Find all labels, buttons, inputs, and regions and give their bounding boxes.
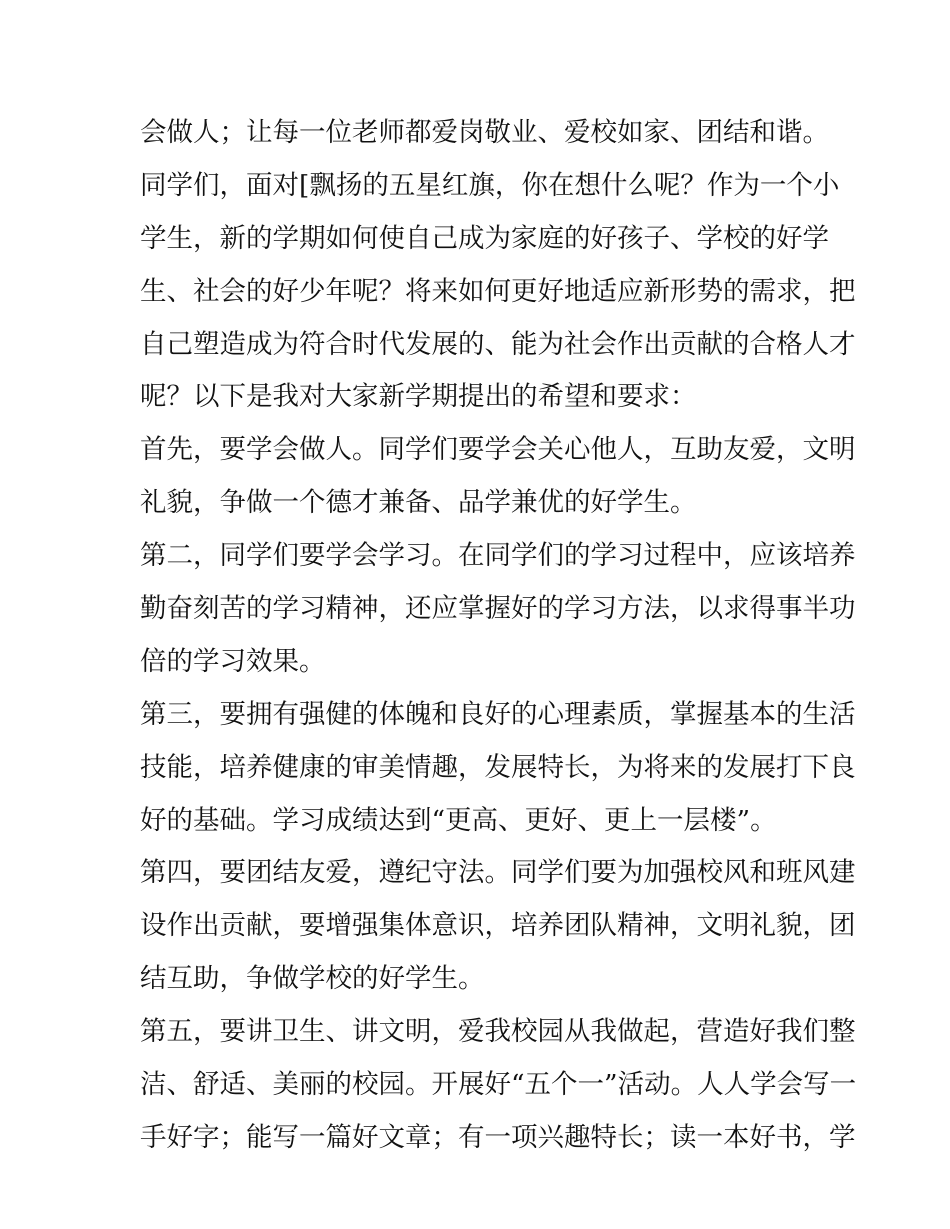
text-line: 技能，培养健康的审美情趣，发展特长，为将来的发展打下良 (140, 751, 856, 783)
text-line: 好的基础。学习成绩达到“更高、更好、更上一层楼”。 (140, 804, 777, 836)
text-line: 洁、舒适、美丽的校园。开展好“五个一”活动。人人学会写一 (140, 1069, 857, 1101)
text-line: 学生，新的学期如何使自己成为家庭的好孩子、学校的好学 (140, 222, 829, 254)
text-line: 结互助，争做学校的好学生。 (140, 963, 485, 995)
text-line: 生、社会的好少年呢？将来如何更好地适应新形势的需求，把 (140, 275, 856, 307)
text-line: 设作出贡献，要增强集体意识，培养团队精神，文明礼貌，团 (140, 910, 856, 942)
document-body (140, 110, 857, 1168)
text-line: 第五，要讲卫生、讲文明，爱我校园从我做起，营造好我们整 (140, 1016, 856, 1048)
text-line: 呢？以下是我对大家新学期提出的希望和要求： (140, 381, 697, 413)
text-line: 自己塑造成为符合时代发展的、能为社会作出贡献的合格人才 (140, 328, 856, 360)
text-line: 第三，要拥有强健的体魄和良好的心理素质，掌握基本的生活 (140, 698, 856, 730)
text-line: 第四，要团结友爱，遵纪守法。同学们要为加强校风和班风建 (140, 857, 856, 889)
text-line: 首先，要学会做人。同学们要学会关心他人，互助友爱，文明 (140, 434, 856, 466)
text-line: 手好字；能写一篇好文章；有一项兴趣特长；读一本好书，学 (140, 1121, 856, 1153)
text-line: 礼貌，争做一个德才兼备、品学兼优的好学生。 (140, 487, 697, 519)
text-line: 第二，同学们要学会学习。在同学们的学习过程中，应该培养 (140, 540, 856, 572)
text-line: 倍的学习效果。 (140, 645, 326, 677)
text-line: 勤奋刻苦的学习精神，还应掌握好的学习方法，以求得事半功 (140, 593, 856, 625)
text-line: 会做人；让每一位老师都爱岗敬业、爱校如家、团结和谐。 (140, 117, 829, 148)
text-line: 同学们，面对[飘扬的五星红旗，你在想什么呢？作为一个小 (140, 169, 840, 201)
